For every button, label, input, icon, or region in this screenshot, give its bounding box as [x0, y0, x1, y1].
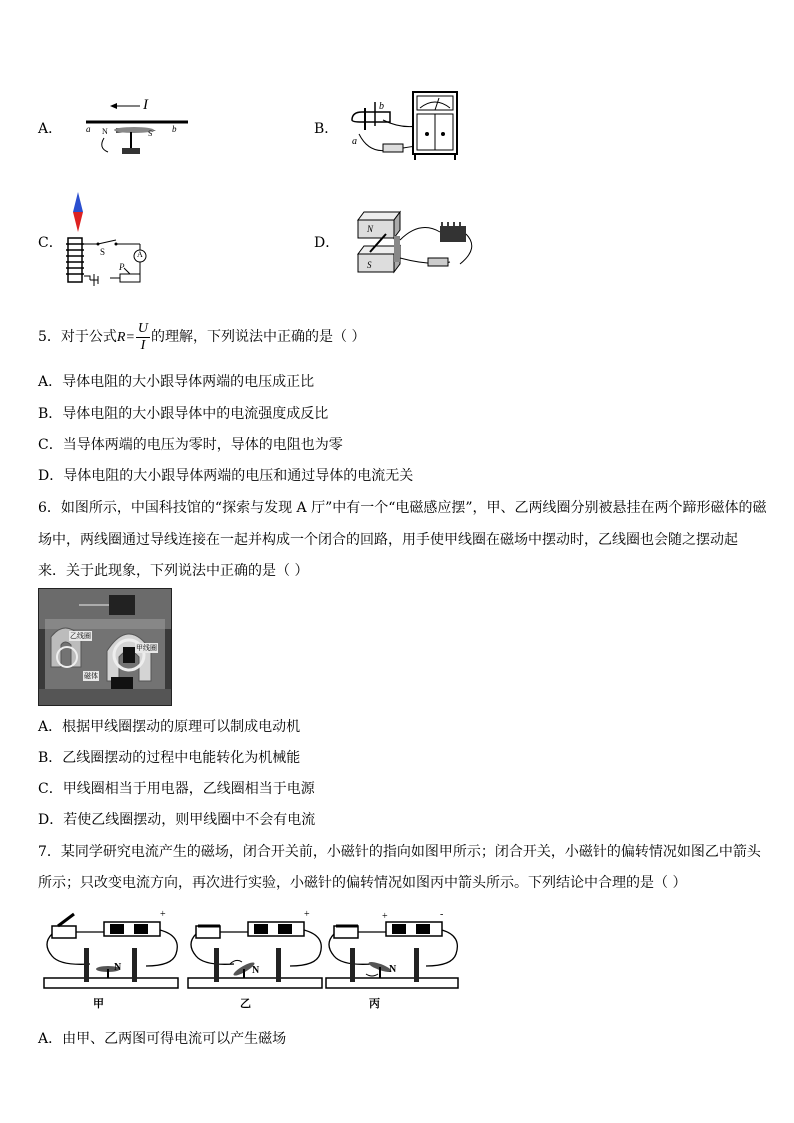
q5-numerator: U	[137, 320, 149, 336]
q5-option-d[interactable]: D．导体电阻的大小跟导体两端的电压和通过导体的电流无关	[38, 468, 414, 484]
q4d-pole-n: N	[367, 224, 374, 234]
q6-photo-label-jia: 甲线圈	[136, 644, 157, 652]
q5-denominator: I	[140, 337, 146, 353]
q4c-ammeter: A	[137, 250, 143, 259]
q4b-end-a: a	[352, 136, 357, 147]
q5-stem	[38, 316, 366, 358]
q4-figure-a	[76, 92, 196, 162]
q6-photo-label-magnet: 磁体	[84, 672, 98, 680]
q4d-pole-s: S	[367, 260, 372, 270]
q4-figure-c	[62, 192, 158, 288]
q6-stem-line-1: 6．如图所示，中国科技馆的“探索与发现 A 厅”中有一个“电磁感应摆”，甲、乙两线圈分别被悬挂在两个蹄形磁体的磁	[38, 500, 767, 516]
q7-bing-sign: -	[440, 909, 444, 920]
q7-yi-sign: +	[304, 909, 310, 920]
q5-option-b[interactable]: B．导体电阻的大小跟导体中的电流强度成反比	[38, 406, 329, 422]
q7-bing-caption: 丙	[369, 997, 380, 1010]
q6-photo	[38, 588, 172, 706]
q7-bing-needle: N	[389, 964, 397, 975]
q4c-coil-s: S	[100, 247, 106, 257]
q4-option-b-label[interactable]: B．	[314, 121, 339, 137]
q5-option-c[interactable]: C．当导体两端的电压为零时，导体的电阻也为零	[38, 437, 343, 453]
q4-figure-d	[350, 206, 480, 286]
q6-stem-line-3: 来．关于此现象，下列说法中正确的是（ ）	[38, 563, 309, 579]
q7-figure-bing	[322, 912, 462, 1002]
q4a-end-a: a	[86, 124, 91, 134]
q7-option-a[interactable]: A．由甲、乙两图可得电流可以产生磁场	[38, 1031, 287, 1047]
q7-stem-line-2: 所示；只改变电流方向，再次进行实验，小磁针的偏转情况如图丙中箭头所示。下列结论中合理的是（ ）	[38, 875, 687, 891]
q7-yi-caption: 乙	[240, 997, 251, 1010]
q5-prefix: 5．对于公式	[38, 329, 117, 345]
q6-option-d[interactable]: D．若使乙线圈摆动，则甲线圈中不会有电流	[38, 812, 316, 828]
q7-jia-caption: 甲	[93, 997, 104, 1010]
q6-photo-label-yi: 乙线圈	[70, 632, 91, 640]
q4c-slider: P	[119, 262, 125, 272]
q7-jia-needle: N	[114, 962, 122, 973]
q4b-end-b: b	[379, 101, 384, 112]
q4a-needle-n: N	[102, 127, 108, 136]
q6-stem-line-2: 场中，两线圈通过导线连接在一起并构成一个闭合的回路，用手使甲线圈在磁场中摆动时，乙线圈也会随之摆动起	[38, 532, 738, 548]
q4-option-c-label[interactable]: C．	[38, 235, 63, 251]
q5-fraction	[136, 321, 150, 354]
q4a-current-symbol: I	[143, 97, 148, 113]
q4a-needle-s: S	[148, 129, 153, 138]
q5-suffix: 的理解，下列说法中正确的是（ ）	[151, 329, 366, 345]
q7-figure-jia	[42, 912, 182, 1002]
q4a-end-b: b	[172, 124, 177, 134]
q4-option-d-label[interactable]: D．	[314, 235, 340, 251]
q7-figure-yi	[186, 912, 326, 1002]
q7-yi-needle: N	[252, 965, 260, 976]
q5-formula-lhs: R=	[116, 330, 135, 345]
q6-option-b[interactable]: B．乙线圈摆动的过程中电能转化为机械能	[38, 750, 301, 766]
q7-bing-sign-left: +	[382, 911, 388, 922]
q6-option-c[interactable]: C．甲线圈相当于用电器，乙线圈相当于电源	[38, 781, 315, 797]
q4-option-a-label[interactable]: A．	[38, 121, 63, 137]
q4-figure-b	[347, 90, 467, 162]
q6-option-a[interactable]: A．根据甲线圈摆动的原理可以制成电动机	[38, 719, 301, 735]
q7-stem-line-1: 7．某同学研究电流产生的磁场，闭合开关前，小磁针的指向如图甲所示；闭合开关，小磁针的偏转情况如图乙中箭头	[38, 844, 761, 860]
q5-option-a[interactable]: A．导体电阻的大小跟导体两端的电压成正比	[38, 374, 315, 390]
q7-jia-sign: +	[160, 909, 166, 920]
